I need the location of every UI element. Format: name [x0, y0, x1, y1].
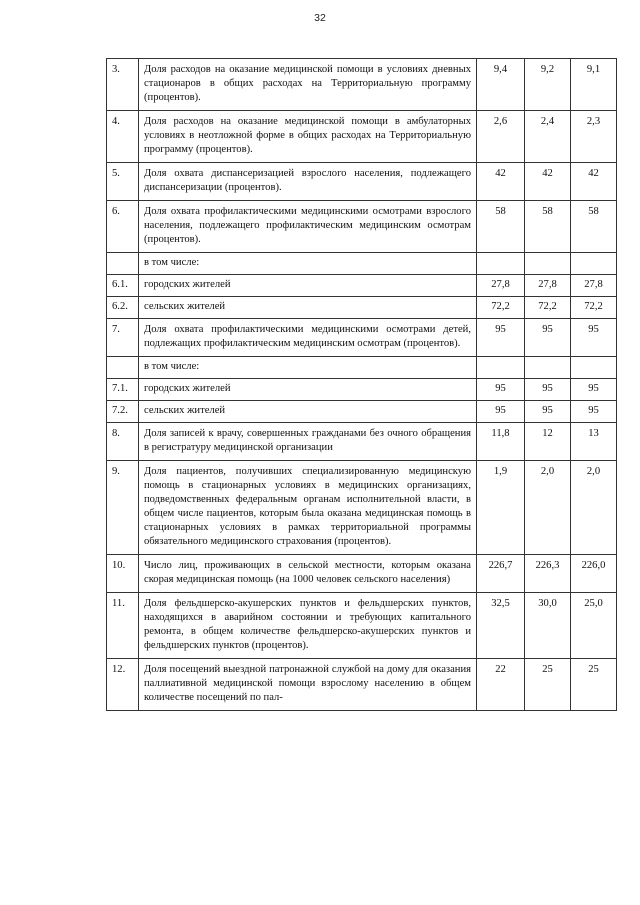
- value-year-2-cell: [525, 357, 571, 379]
- value-year-3-cell: 25: [571, 659, 617, 711]
- value-year-2-cell: 30,0: [525, 593, 571, 659]
- indicator-description-cell: в том числе:: [139, 357, 477, 379]
- page-number: 32: [314, 12, 326, 24]
- value-year-3-cell: 42: [571, 163, 617, 201]
- row-number-cell: 11.: [107, 593, 139, 659]
- value-year-1-cell: 11,8: [477, 423, 525, 461]
- row-number-cell: 3.: [107, 59, 139, 111]
- value-year-1-cell: 95: [477, 319, 525, 357]
- value-year-2-cell: 2,0: [525, 461, 571, 555]
- indicator-description-cell: сельских жителей: [139, 401, 477, 423]
- value-year-2-cell: 25: [525, 659, 571, 711]
- value-year-3-cell: 95: [571, 379, 617, 401]
- indicator-description-cell: Число лиц, проживающих в сельской местности, которым оказана скорая медицинская помощь (на 1000 человек сельского населения): [139, 555, 477, 593]
- row-number-cell: 7.1.: [107, 379, 139, 401]
- table-row: [107, 253, 617, 275]
- value-year-2-cell: 42: [525, 163, 571, 201]
- row-number-cell: 8.: [107, 423, 139, 461]
- value-year-2-cell: 9,2: [525, 59, 571, 111]
- indicator-description-cell: в том числе:: [139, 253, 477, 275]
- table-row: [107, 659, 617, 711]
- value-year-2-cell: [525, 253, 571, 275]
- value-year-1-cell: 58: [477, 201, 525, 253]
- table-row: [107, 555, 617, 593]
- value-year-1-cell: 72,2: [477, 297, 525, 319]
- indicator-description-cell: сельских жителей: [139, 297, 477, 319]
- value-year-1-cell: 2,6: [477, 111, 525, 163]
- value-year-1-cell: 9,4: [477, 59, 525, 111]
- table-row: [107, 201, 617, 253]
- value-year-3-cell: 9,1: [571, 59, 617, 111]
- value-year-3-cell: 95: [571, 319, 617, 357]
- value-year-3-cell: 2,0: [571, 461, 617, 555]
- value-year-1-cell: 27,8: [477, 275, 525, 297]
- table-row: [107, 423, 617, 461]
- value-year-1-cell: [477, 253, 525, 275]
- table-row: [107, 111, 617, 163]
- value-year-1-cell: 32,5: [477, 593, 525, 659]
- value-year-2-cell: 95: [525, 319, 571, 357]
- value-year-1-cell: 22: [477, 659, 525, 711]
- indicator-description-cell: Доля фельдшерско-акушерских пунктов и фельдшерских пунктов, находящихся в аварийном состоянии и требующих капитального ремонта, в общем количестве фельдшерско-акушерских пунктов и фельдшерских пунктов (процентов).: [139, 593, 477, 659]
- row-number-cell: 7.: [107, 319, 139, 357]
- table-row: [107, 59, 617, 111]
- indicator-description-cell: Доля записей к врачу, совершенных гражданами без очного обращения в регистратуру медицинской организации: [139, 423, 477, 461]
- row-number-cell: 4.: [107, 111, 139, 163]
- row-number-cell: 12.: [107, 659, 139, 711]
- value-year-3-cell: 226,0: [571, 555, 617, 593]
- value-year-2-cell: 2,4: [525, 111, 571, 163]
- value-year-1-cell: 226,7: [477, 555, 525, 593]
- value-year-3-cell: 25,0: [571, 593, 617, 659]
- value-year-3-cell: 72,2: [571, 297, 617, 319]
- indicator-description-cell: городских жителей: [139, 275, 477, 297]
- value-year-2-cell: 27,8: [525, 275, 571, 297]
- indicator-description-cell: Доля расходов на оказание медицинской помощи в амбулаторных условиях в неотложной форме в общих расходах на Территориальную программу (процентов).: [139, 111, 477, 163]
- indicator-description-cell: Доля посещений выездной патронажной службой на дому для оказания паллиативной медицинской помощи взрослому населению в общем количестве посещений по пал-: [139, 659, 477, 711]
- row-number-cell: 6.2.: [107, 297, 139, 319]
- value-year-2-cell: 226,3: [525, 555, 571, 593]
- table-row: [107, 297, 617, 319]
- value-year-3-cell: [571, 357, 617, 379]
- table-row: [107, 461, 617, 555]
- value-year-1-cell: 95: [477, 401, 525, 423]
- row-number-cell: 9.: [107, 461, 139, 555]
- row-number-cell: 5.: [107, 163, 139, 201]
- value-year-1-cell: [477, 357, 525, 379]
- row-number-cell: 7.2.: [107, 401, 139, 423]
- indicator-description-cell: Доля охвата профилактическими медицинскими осмотрами детей, подлежащих профилактическим медицинским осмотрам (процентов).: [139, 319, 477, 357]
- table-row: [107, 163, 617, 201]
- value-year-3-cell: 27,8: [571, 275, 617, 297]
- table-row: [107, 357, 617, 379]
- indicators-table: [106, 58, 617, 711]
- value-year-3-cell: 58: [571, 201, 617, 253]
- row-number-cell: [107, 253, 139, 275]
- value-year-1-cell: 95: [477, 379, 525, 401]
- value-year-3-cell: 95: [571, 401, 617, 423]
- indicator-description-cell: Доля пациентов, получивших специализированную медицинскую помощь в стационарных условиях в медицинских организациях, подведомственных федеральным органам исполнительной власти, в общем числе пациентов, которым была оказана медицинская помощь в стационарных условиях в рамках территориальной программы обязательного медицинского страхования (процентов).: [139, 461, 477, 555]
- indicator-description-cell: Доля охвата диспансеризацией взрослого населения, подлежащего диспансеризации (процентов).: [139, 163, 477, 201]
- row-number-cell: 6.: [107, 201, 139, 253]
- row-number-cell: [107, 357, 139, 379]
- value-year-1-cell: 42: [477, 163, 525, 201]
- value-year-2-cell: 12: [525, 423, 571, 461]
- table-row: [107, 593, 617, 659]
- table-row: [107, 275, 617, 297]
- value-year-2-cell: 58: [525, 201, 571, 253]
- row-number-cell: 6.1.: [107, 275, 139, 297]
- indicator-description-cell: Доля расходов на оказание медицинской помощи в условиях дневных стационаров в общих расходах на Территориальную программу (процентов).: [139, 59, 477, 111]
- table-row: [107, 401, 617, 423]
- value-year-2-cell: 72,2: [525, 297, 571, 319]
- value-year-2-cell: 95: [525, 401, 571, 423]
- value-year-2-cell: 95: [525, 379, 571, 401]
- value-year-1-cell: 1,9: [477, 461, 525, 555]
- indicator-description-cell: Доля охвата профилактическими медицинскими осмотрами взрослого населения, подлежащего профилактическим медицинским осмотрам (процентов).: [139, 201, 477, 253]
- value-year-3-cell: 2,3: [571, 111, 617, 163]
- value-year-3-cell: 13: [571, 423, 617, 461]
- row-number-cell: 10.: [107, 555, 139, 593]
- table-row: [107, 319, 617, 357]
- table-row: [107, 379, 617, 401]
- value-year-3-cell: [571, 253, 617, 275]
- indicator-description-cell: городских жителей: [139, 379, 477, 401]
